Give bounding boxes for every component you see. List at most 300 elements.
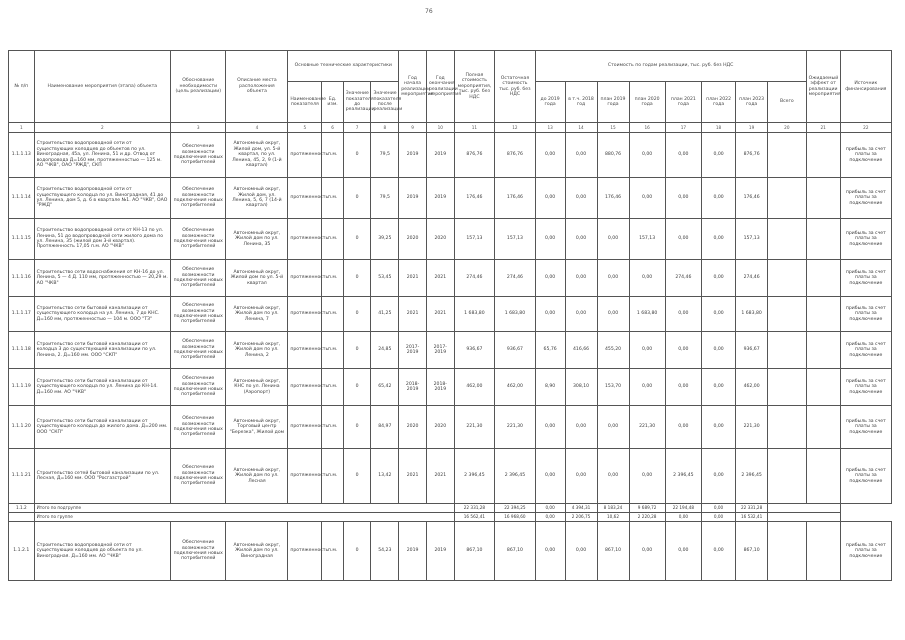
col-number: 9 (399, 123, 427, 133)
cell-y3: 176,46 (597, 178, 629, 219)
cell-no: 1.1.1.18 (9, 332, 35, 369)
cell-before: 0 (343, 332, 371, 369)
cell-start: 2021 (399, 260, 427, 297)
cell-y1: 0,00 (535, 297, 565, 332)
cell-done: 462,00 (495, 369, 536, 406)
cell-param: протяженность (288, 260, 322, 297)
cell-start: 2017-2019 (399, 332, 427, 369)
cell-y3: 153,70 (597, 369, 629, 406)
cell-source: прибыль за счет платы за подключение (840, 369, 891, 406)
cell-end: 2019 (426, 522, 454, 581)
cell-unit: п.м. (322, 522, 343, 581)
cell-full: 274,46 (454, 260, 495, 297)
cell-full: 936,67 (454, 332, 495, 369)
subtotal-y4: 9 689,72 (629, 504, 665, 513)
cell-y2: 0,00 (565, 406, 597, 449)
cell-y1: 0,00 (535, 219, 565, 260)
hdr-location: Описание места расположения объекта (226, 51, 288, 123)
col-number: 11 (454, 123, 495, 133)
cell-done: 2 396,45 (495, 449, 536, 504)
cell-y4: 1 683,80 (629, 297, 665, 332)
cell-total: 274,46 (736, 260, 768, 297)
col-number: 8 (371, 123, 399, 133)
cell-total: 157,13 (736, 219, 768, 260)
cell-total: 867,10 (736, 522, 768, 581)
cell-y6: 0,00 (702, 406, 736, 449)
investment-table (8, 50, 892, 581)
cell-basis: Обеспечение возможности подключения новых потребителей (171, 522, 226, 581)
col-number: 15 (597, 123, 629, 133)
cell-param: протяженность (288, 297, 322, 332)
cell-y5: 0,00 (665, 406, 701, 449)
cell-start: 2021 (399, 449, 427, 504)
cell-y3: 0,00 (597, 297, 629, 332)
table-row (9, 178, 892, 219)
cell-no: 1.1.1.16 (9, 260, 35, 297)
cell-before: 0 (343, 219, 371, 260)
cell-extra (768, 297, 806, 332)
cell-after: 79,5 (371, 133, 399, 178)
cell-param: протяженность (288, 178, 322, 219)
hdr-no: № п/п (9, 51, 35, 123)
cell-effect (806, 178, 840, 219)
cell-no: 1.1.1.21 (9, 449, 35, 504)
cell-start: 2020 (399, 219, 427, 260)
hdr-year-3: план 2019 года (597, 82, 629, 123)
cell-total: 1 683,80 (736, 297, 768, 332)
cell-unit: п.м. (322, 133, 343, 178)
table-row (9, 260, 892, 297)
cell-name: Строительство водопроводной сети от существующих колодцев до объектов по ул. Виноградная, 45а, ул. Ленина, 51 и др. Отвод от водопровода Д=160 мм, протяженностью — 125 м. АО "ЧКВ", ОАО "РЖД", СКП (34, 133, 170, 178)
col-number: 10 (426, 123, 454, 133)
cell-start: 2019 (399, 133, 427, 178)
cell-y5: 0,00 (665, 297, 701, 332)
cell-basis: Обеспечение возможности подключения новых потребителей (171, 332, 226, 369)
cell-end: 2019 (426, 133, 454, 178)
cell-y1: 0,00 (535, 406, 565, 449)
cell-done: 221,30 (495, 406, 536, 449)
subtotal-y1: 0,00 (535, 504, 565, 513)
col-number: 12 (495, 123, 536, 133)
hdr-year-total: Всего (768, 82, 806, 123)
subtotal-y1: 0,00 (535, 513, 565, 522)
col-number: 5 (288, 123, 322, 133)
cell-start: 2019 (399, 522, 427, 581)
cell-after: 24,85 (371, 332, 399, 369)
cell-full: 176,46 (454, 178, 495, 219)
hdr-source: Источник финансирования (840, 51, 891, 123)
cell-y4: 0,00 (629, 332, 665, 369)
cell-total: 221,30 (736, 406, 768, 449)
cell-before: 0 (343, 133, 371, 178)
cell-location: Автономный округ, Торговый центр "Березка", Жилой дом (226, 406, 288, 449)
cell-before: 0 (343, 522, 371, 581)
cell-no: 1.1.1.15 (9, 219, 35, 260)
cell-end: 2020 (426, 406, 454, 449)
cell-before: 0 (343, 297, 371, 332)
cell-y2: 0,00 (565, 449, 597, 504)
cell-y6: 0,00 (702, 260, 736, 297)
cell-y4: 0,00 (629, 178, 665, 219)
col-number: 19 (736, 123, 768, 133)
cell-y6: 0,00 (702, 369, 736, 406)
hdr-before: Значение показателя до реализации (343, 82, 371, 123)
cell-y5: 0,00 (665, 332, 701, 369)
cell-source: прибыль за счет платы за подключение (840, 297, 891, 332)
cell-extra (768, 522, 806, 581)
cell-extra (768, 332, 806, 369)
table-row (9, 133, 892, 178)
cell-y3: 0,00 (597, 260, 629, 297)
cell-after: 13,42 (371, 449, 399, 504)
cell-done: 274,46 (495, 260, 536, 297)
cell-no: 1.1.2.1 (9, 522, 35, 581)
subtotal-label: Итого по группе (34, 513, 454, 522)
cell-y5: 0,00 (665, 219, 701, 260)
table-row (9, 449, 892, 504)
cell-y1: 0,00 (535, 260, 565, 297)
subtotal-row (9, 504, 892, 513)
hdr-full-cost: Полная стоимость мероприятия, тыс. руб. без НДС (454, 51, 495, 123)
hdr-year-2: в т.ч. 2018 год (565, 82, 597, 123)
subtotal-y5: 22 194,48 (665, 504, 701, 513)
cell-after: 41,25 (371, 297, 399, 332)
cell-effect (806, 332, 840, 369)
cell-name: Строительство сети водоснабжения от КН-16 до ул. Ленина, 5 — 4 Д. 110 мм, протяженностью — 20,29 м. АО "ЧКВ" (34, 260, 170, 297)
subtotal-empty (768, 513, 841, 522)
cell-y6: 0,00 (702, 297, 736, 332)
table-row (9, 406, 892, 449)
cell-param: протяженность (288, 332, 322, 369)
cell-name: Строительство сети бытовой канализации от существующего колодца на ул. Ленина, 7 до КНС. Д=160 мм, протяженностью — 104 м. ООО "ТЗ" (34, 297, 170, 332)
cell-param: протяженность (288, 219, 322, 260)
cell-no: 1.1.1.19 (9, 369, 35, 406)
cell-unit: п.м. (322, 332, 343, 369)
col-number: 7 (343, 123, 371, 133)
subtotal-y3: 8 183,24 (597, 504, 629, 513)
cell-total: 936,67 (736, 332, 768, 369)
subtotal-row (9, 513, 892, 522)
cell-no: 1.1.1.14 (9, 178, 35, 219)
cell-start: 2020 (399, 406, 427, 449)
cell-full: 867,10 (454, 522, 495, 581)
cell-y6: 0,00 (702, 332, 736, 369)
subtotal-done: 22 394,25 (495, 504, 536, 513)
cell-location: Автономный округ, Жилой дом, ул. 5-й квартал, по ул. Ленина, 45, 2, 9 (1-й квартал) (226, 133, 288, 178)
cell-location: Автономный округ, КНС по ул. Ленина (Аэропорт) (226, 369, 288, 406)
cell-y5: 274,46 (665, 260, 701, 297)
cell-after: 65,42 (371, 369, 399, 406)
cell-y3: 0,00 (597, 449, 629, 504)
cell-unit: п.м. (322, 178, 343, 219)
cell-done: 876,76 (495, 133, 536, 178)
cell-location: Автономный округ, Жилой дом по ул. 5-й квартал (226, 260, 288, 297)
cell-y2: 416,66 (565, 332, 597, 369)
cell-end: 2020 (426, 219, 454, 260)
subtotal-y5: 0,00 (665, 513, 701, 522)
hdr-param-name: Наименование показателя (288, 82, 322, 123)
cell-name: Строительство сети бытовой канализации от существующего колодца до жилого дома. Д=200 мм. ООО "СКП" (34, 406, 170, 449)
hdr-year-7: план 2023 года (736, 82, 768, 123)
cell-full: 462,00 (454, 369, 495, 406)
cell-extra (768, 178, 806, 219)
col-number: 1 (9, 123, 35, 133)
col-number: 3 (171, 123, 226, 133)
cell-name: Строительство сети бытовой канализации от колодца 3 до существующей канализации по ул. Ленина, 2. Д=160 мм. ООО "СКП" (34, 332, 170, 369)
hdr-start: Год начала реализации мероприятия (399, 51, 427, 123)
cell-source: прибыль за счет платы за подключение (840, 133, 891, 178)
col-number: 13 (535, 123, 565, 133)
cell-location: Автономный округ, Жилой дом по ул. Лесная (226, 449, 288, 504)
cell-y2: 0,00 (565, 522, 597, 581)
cell-y3: 455,20 (597, 332, 629, 369)
cell-total: 876,76 (736, 133, 768, 178)
hdr-cost-done: Остаточная стоимость тыс. руб. без НДС (495, 51, 536, 123)
cell-done: 867,10 (495, 522, 536, 581)
cell-no: 1.1.1.13 (9, 133, 35, 178)
cell-y3: 0,00 (597, 406, 629, 449)
cell-y6: 0,00 (702, 133, 736, 178)
cell-basis: Обеспечение возможности подключения новых потребителей (171, 449, 226, 504)
subtotal-label: Итого по подгруппе (34, 504, 454, 513)
cell-source: прибыль за счет платы за подключение (840, 332, 891, 369)
cell-y6: 0,00 (702, 178, 736, 219)
subtotal-total: 22 331,28 (736, 504, 768, 513)
cell-y1: 8,90 (535, 369, 565, 406)
cell-y2: 0,00 (565, 219, 597, 260)
cell-y3: 867,10 (597, 522, 629, 581)
hdr-year-6: план 2022 года (702, 82, 736, 123)
cell-y1: 0,00 (535, 449, 565, 504)
table-row (9, 522, 892, 581)
cell-y2: 0,00 (565, 260, 597, 297)
cell-y2: 0,00 (565, 178, 597, 219)
cell-effect (806, 260, 840, 297)
cell-y6: 0,00 (702, 219, 736, 260)
cell-unit: п.м. (322, 297, 343, 332)
cell-extra (768, 260, 806, 297)
cell-y6: 0,00 (702, 522, 736, 581)
cell-y1: 65,76 (535, 332, 565, 369)
hdr-basis: Обоснование необходимости (цель реализации) (171, 51, 226, 123)
cell-source: прибыль за счет платы за подключение (840, 219, 891, 260)
hdr-end: Год окончания реализации мероприятия (426, 51, 454, 123)
cell-before: 0 (343, 369, 371, 406)
cell-unit: п.м. (322, 219, 343, 260)
cell-effect (806, 406, 840, 449)
cell-unit: п.м. (322, 449, 343, 504)
col-number: 17 (665, 123, 701, 133)
cell-y2: 0,00 (565, 297, 597, 332)
cell-y4: 0,00 (629, 260, 665, 297)
cell-y3: 880,76 (597, 133, 629, 178)
col-number: 21 (806, 123, 840, 133)
cell-y4: 0,00 (629, 133, 665, 178)
cell-name: Строительство сети бытовой канализации от существующего колодца по ул. Ленина до КН-14. Д=160 мм. АО "ЧКВ" (34, 369, 170, 406)
hdr-after: Значение показателя после реализации (371, 82, 399, 123)
col-number: 4 (226, 123, 288, 133)
cell-unit: п.м. (322, 260, 343, 297)
table-row (9, 369, 892, 406)
cell-extra (768, 406, 806, 449)
col-number: 14 (565, 123, 597, 133)
cell-source: прибыль за счет платы за подключение (840, 406, 891, 449)
page-number: 76 (425, 8, 433, 15)
cell-before: 0 (343, 178, 371, 219)
col-number: 2 (34, 123, 170, 133)
cell-y4: 0,00 (629, 522, 665, 581)
cell-no: 1.1.1.20 (9, 406, 35, 449)
cell-full: 876,76 (454, 133, 495, 178)
cell-basis: Обеспечение возможности подключения новых потребителей (171, 178, 226, 219)
cell-end: 2017-2019 (426, 332, 454, 369)
subtotal-done: 16 968,60 (495, 513, 536, 522)
cell-start: 2021 (399, 297, 427, 332)
cell-no: 1.1.1.17 (9, 297, 35, 332)
cell-full: 2 396,45 (454, 449, 495, 504)
cell-param: протяженность (288, 522, 322, 581)
hdr-year-1: до 2019 года (535, 82, 565, 123)
cell-param: протяженность (288, 406, 322, 449)
cell-before: 0 (343, 449, 371, 504)
subtotal-y2: 4 394,31 (565, 504, 597, 513)
cell-before: 0 (343, 260, 371, 297)
subtotal-full: 22 331,28 (454, 504, 495, 513)
cell-param: протяженность (288, 369, 322, 406)
cell-extra (768, 369, 806, 406)
cell-effect (806, 219, 840, 260)
cell-location: Автономный округ, Жилой дом по ул. Виноградная (226, 522, 288, 581)
cell-basis: Обеспечение возможности подключения новых потребителей (171, 219, 226, 260)
subtotal-y2: 2 206,75 (565, 513, 597, 522)
cell-start: 2018-2019 (399, 369, 427, 406)
cell-param: протяженность (288, 133, 322, 178)
cell-basis: Обеспечение возможности подключения новых потребителей (171, 260, 226, 297)
cell-y5: 0,00 (665, 133, 701, 178)
cell-source: прибыль за счет платы за подключение (840, 522, 891, 581)
cell-done: 176,46 (495, 178, 536, 219)
cell-location: Автономный округ, Жилой дом по ул. Ленина, 7 (226, 297, 288, 332)
cell-end: 2021 (426, 297, 454, 332)
col-number: 16 (629, 123, 665, 133)
cell-done: 157,13 (495, 219, 536, 260)
cell-end: 2018-2019 (426, 369, 454, 406)
cell-y5: 0,00 (665, 369, 701, 406)
hdr-name: Наименование мероприятия (этапа) объекта (34, 51, 170, 123)
subtotal-no (9, 513, 35, 522)
cell-location: Автономный округ, Жилой дом по ул. Ленина, 35 (226, 219, 288, 260)
cell-end: 2019 (426, 178, 454, 219)
cell-name: Строительство сетей бытовой канализации по ул. Лесная, Д=160 мм. ООО "Росгазстрой" (34, 449, 170, 504)
table-row (9, 297, 892, 332)
col-number: 6 (322, 123, 343, 133)
column-numbers-row (9, 123, 892, 133)
cell-unit: п.м. (322, 406, 343, 449)
col-number: 18 (702, 123, 736, 133)
subtotal-total: 16 532,41 (736, 513, 768, 522)
cell-source: прибыль за счет платы за подключение (840, 449, 891, 504)
cell-extra (768, 133, 806, 178)
cell-total: 2 396,45 (736, 449, 768, 504)
cell-effect (806, 449, 840, 504)
cell-y2: 0,00 (565, 133, 597, 178)
col-number: 20 (768, 123, 806, 133)
cell-after: 54,23 (371, 522, 399, 581)
cell-end: 2021 (426, 449, 454, 504)
subtotal-no: 1.1.2 (9, 504, 35, 513)
hdr-costs-group: Стоимость по годам реализации, тыс. руб. без НДС (535, 51, 806, 82)
cell-after: 39,25 (371, 219, 399, 260)
cell-y6: 0,00 (702, 449, 736, 504)
cell-y2: 308,10 (565, 369, 597, 406)
subtotal-y3: 10,62 (597, 513, 629, 522)
cell-basis: Обеспечение возможности подключения новых потребителей (171, 369, 226, 406)
cell-y4: 221,30 (629, 406, 665, 449)
cell-y3: 0,00 (597, 219, 629, 260)
cell-location: Автономный округ, Жилой дом по ул. Ленина, 2 (226, 332, 288, 369)
subtotal-empty (768, 504, 841, 513)
cell-done: 936,67 (495, 332, 536, 369)
table-row (9, 219, 892, 260)
hdr-params-group: Основные технические характеристики (288, 51, 399, 82)
cell-y1: 0,00 (535, 522, 565, 581)
cell-y4: 157,13 (629, 219, 665, 260)
cell-after: 53,45 (371, 260, 399, 297)
cell-full: 157,13 (454, 219, 495, 260)
cell-y1: 0,00 (535, 178, 565, 219)
subtotal-y6: 0,00 (702, 504, 736, 513)
cell-extra (768, 449, 806, 504)
cell-y4: 0,00 (629, 369, 665, 406)
cell-effect (806, 133, 840, 178)
hdr-year-5: план 2021 года (665, 82, 701, 123)
table-row (9, 332, 892, 369)
col-number: 22 (840, 123, 891, 133)
cell-effect (806, 369, 840, 406)
cell-after: 79,5 (371, 178, 399, 219)
cell-total: 176,46 (736, 178, 768, 219)
cell-effect (806, 297, 840, 332)
hdr-effect: Ожидаемый эффект от реализации мероприятия (806, 51, 840, 123)
cell-effect (806, 522, 840, 581)
cell-extra (768, 219, 806, 260)
subtotal-full: 16 562,41 (454, 513, 495, 522)
cell-name: Строительство водопроводной сети от существующих колодцев до объекта по ул. Виноградная. Д=160 мм. АО "ЧКВ" (34, 522, 170, 581)
cell-y5: 2 396,45 (665, 449, 701, 504)
cell-y1: 0,00 (535, 133, 565, 178)
cell-after: 84,97 (371, 406, 399, 449)
cell-unit: п.м. (322, 369, 343, 406)
cell-name: Строительство водопроводной сети от КН-13 по ул. Ленина, 51 до водопроводной сети жилого дома по ул. Ленина, 35 (жилой дом 3-й квартал). Протяженность 17,05 п.м. АО "ЧКВ" (34, 219, 170, 260)
cell-done: 1 683,80 (495, 297, 536, 332)
cell-y5: 0,00 (665, 522, 701, 581)
cell-name: Строительство водопроводной сети от существующего колодца по ул. Виноградная, 41 до ул. Ленина, дом 5, д. 6 в квартале №1. АО "ЧКВ", ОАО "РЖД" (34, 178, 170, 219)
cell-source: прибыль за счет платы за подключение (840, 260, 891, 297)
cell-y4: 0,00 (629, 449, 665, 504)
hdr-unit: Ед. изм. (322, 82, 343, 123)
hdr-year-4: план 2020 года (629, 82, 665, 123)
cell-basis: Обеспечение возможности подключения новых потребителей (171, 133, 226, 178)
cell-before: 0 (343, 406, 371, 449)
cell-basis: Обеспечение возможности подключения новых потребителей (171, 297, 226, 332)
cell-basis: Обеспечение возможности подключения новых потребителей (171, 406, 226, 449)
cell-full: 1 683,80 (454, 297, 495, 332)
cell-full: 221,30 (454, 406, 495, 449)
cell-start: 2019 (399, 178, 427, 219)
cell-total: 462,00 (736, 369, 768, 406)
cell-param: протяженность (288, 449, 322, 504)
subtotal-y4: 2 220,28 (629, 513, 665, 522)
